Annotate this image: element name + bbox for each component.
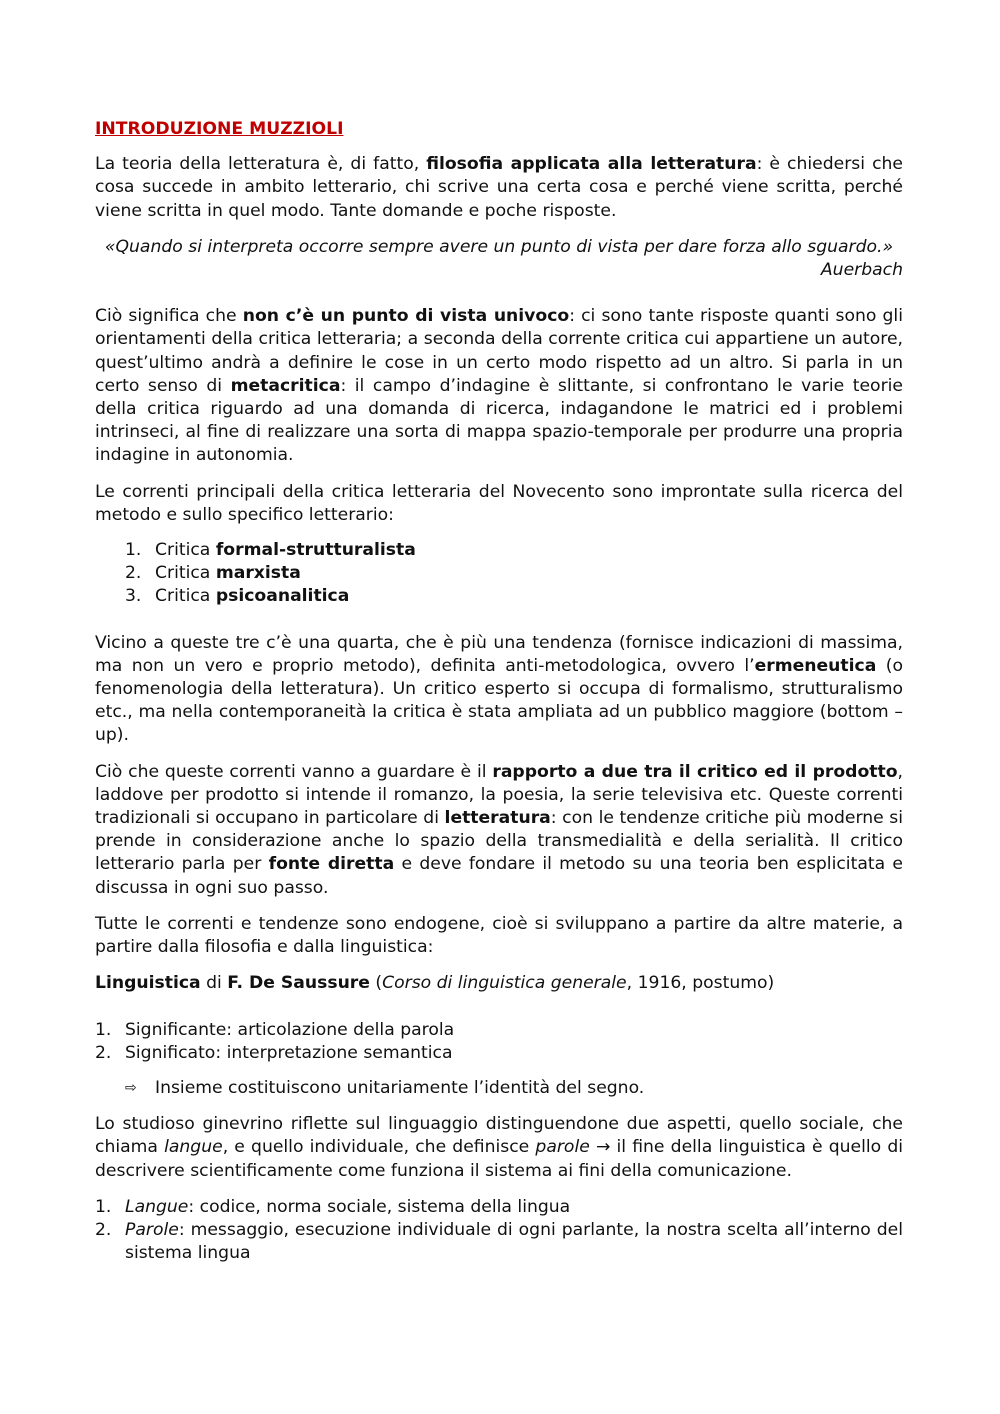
arrow-right-icon: ⇨ [125,1079,137,1096]
text-run: Significato: interpretazione semantica [125,1042,453,1063]
list-item [95,1196,903,1219]
text-run: , laddove per prodotto si intende il romanzo, la poesia, la serie televisiva etc. Queste correnti tradizionali si occupano in particolare di [95,761,903,829]
text-run: Vicino a queste tre c’è una quarta, che è più una tendenza (fornisce indicazioni di massima, ma non un vero e proprio metodo), definita anti-metodologica, ovvero l’ [95,632,903,676]
text-run: e deve fondare il metodo su una teoria ben esplicitata e discussa in ogni suo passo. [95,854,903,898]
langue-parole-list [95,1196,903,1266]
paragraph-saussure [95,972,903,995]
text-run: ( [369,973,383,994]
paragraph-metacritica [95,305,903,467]
list-number: 1. [125,540,142,561]
italic-run: Corso di linguistica generale [382,973,627,994]
text-run: La teoria della letteratura è, di fatto, [95,154,427,175]
list-number: 1. [95,1019,112,1040]
list-number: 2. [95,1219,112,1240]
text-run: : il campo d’indagine è slittante, si confrontano le varie teorie della critica riguardo ad una domanda di ricerca, indagandone le matrici ed i problemi intrinseci, al fine di realizzare una sorta di mappa spazio-temporale per produrre una propria indagine in autonomia. [95,375,903,466]
list-number: 2. [95,1042,112,1063]
critica-list [95,539,903,609]
bold-run: rapporto a due tra il critico ed il prodotto [492,761,898,782]
list-item [95,1219,903,1265]
paragraph-endogene: Tutte le correnti e tendenze sono endogene, cioè si sviluppano a partire da altre materie, a partire dalla filosofia e dalla linguistica: [95,913,903,958]
text-run: , 1916, postumo) [626,973,775,994]
text-run: Critica [155,586,216,607]
paragraph-rapporto [95,761,903,900]
list-item [95,539,903,562]
segno-list [95,1019,903,1065]
arrow-bullet-item [95,1077,903,1100]
text-run: : ci sono tante risposte quanti sono gli orientamenti della critica letteraria; a seconda della corrente critica cui appartiene un autore, quest’ultimo andrà a definire le cose in un certo modo rispetto ad un altro. Si parla in un certo senso di [95,306,903,396]
paragraph-intro [95,153,903,223]
document-title: INTRODUZIONE MUZZIOLI [95,119,344,139]
bold-run: fonte diretta [268,854,395,875]
bold-run: Linguistica [95,973,201,994]
bold-run: formal-strutturalista [215,540,416,561]
bold-run: psicoanalitica [215,586,350,607]
text-run: , e quello individuale, che definisce [222,1137,536,1158]
italic-run: Parole [125,1219,179,1240]
bold-run: metacritica [230,375,341,396]
bold-run: ermeneutica [754,655,877,676]
paragraph-correnti: Le correnti principali della critica letteraria del Novecento sono improntate sulla ricerca del metodo e sullo specifico letterario: [95,481,903,525]
bold-run: letteratura [444,808,551,829]
quote-author: Auerbach [820,260,903,281]
text-run: → il fine della linguistica è quello di descrivere scientificamente come funziona il sistema ai fini della comunicazione. [95,1137,904,1181]
list-number: 1. [95,1196,112,1217]
text-run: Significante: articolazione della parola [125,1019,455,1040]
bold-run: filosofia applicata alla letteratura [426,154,757,175]
italic-run: langue [164,1137,223,1158]
bold-run: F. De Saussure [227,973,370,994]
document-page [95,118,903,1265]
list-number: 3. [125,586,142,607]
italic-run: parole [535,1137,590,1158]
text-run: Ciò che queste correnti vanno a guardare è il [95,761,493,782]
paragraph-ermeneutica [95,632,903,748]
paragraph-langue-parole [95,1113,903,1183]
text-run: : con le tendenze critiche più moderne si prende in considerazione anche lo spazio della transmedialità e della serialità. Il critico letterario parla per [95,808,903,875]
bold-run: non c’è un punto di vista univoco [242,306,570,327]
list-item [95,562,903,585]
italic-run: Langue [125,1196,189,1217]
text-run: : messaggio, esecuzione individuale di ogni parlante, la nostra scelta all’interno del sistema lingua [125,1219,903,1264]
text-run: di [200,973,228,994]
list-number: 2. [125,563,142,584]
text-run: : codice, norma sociale, sistema della lingua [188,1196,571,1217]
text-run: Ciò significa che [95,306,243,327]
list-item [95,1019,903,1042]
text-run: Insieme costituiscono unitariamente l’identità del segno. [155,1077,645,1098]
text-run: (o fenomenologia della letteratura). Un critico esperto si occupa di formalismo, strutturalismo etc., ma nella contemporaneità la critica è stata ampliata ad un pubblico maggiore (bottom – up). [95,655,903,746]
list-item [95,585,903,608]
quote-text: «Quando si interpreta occorre sempre avere un punto di vista per dare forza allo sguardo.» [104,236,894,257]
text-run: Critica [155,540,216,561]
list-item [95,1042,903,1065]
text-run: Critica [155,563,216,584]
bold-run: marxista [215,563,301,584]
text-run: : è chiedersi che cosa succede in ambito letterario, chi scrive una certa cosa e perché viene scritta, perché viene scritta in quel modo. Tante domande e poche risposte. [95,154,903,221]
text-run: Lo studioso ginevrino riflette sul linguaggio distinguendone due aspetti, quello sociale, che chiama [95,1114,903,1158]
